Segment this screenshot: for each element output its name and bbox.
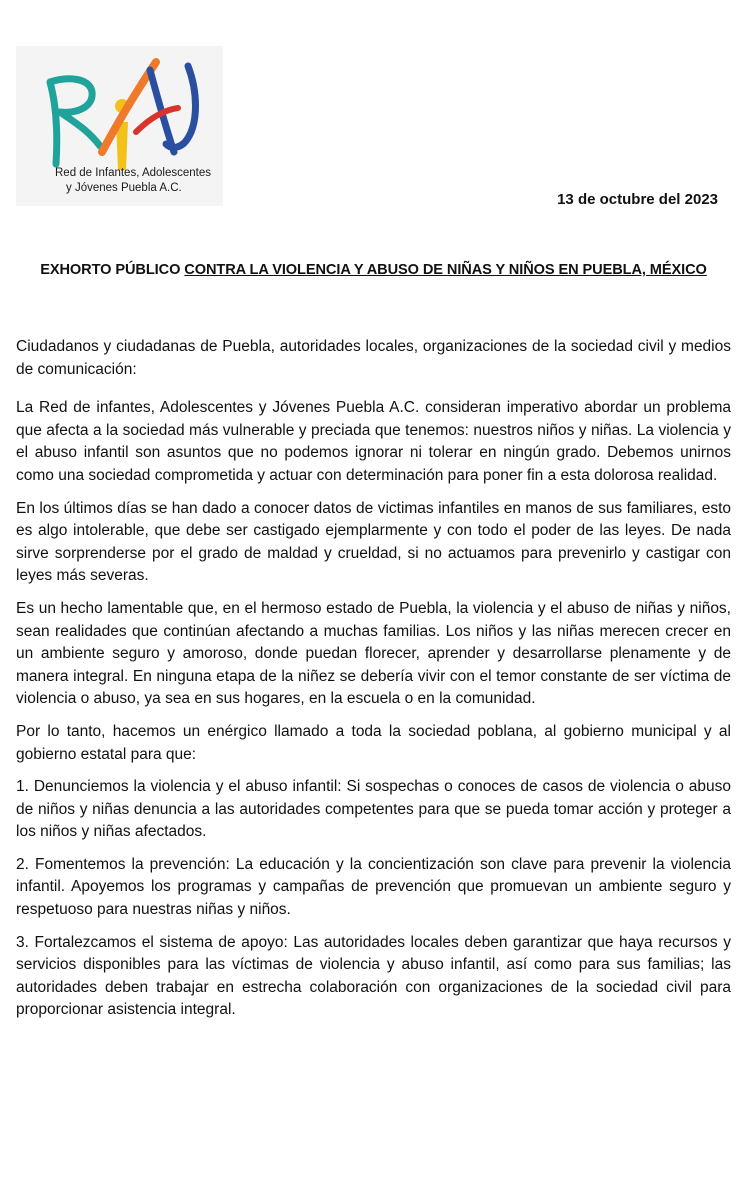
riaj-logo-mark (38, 52, 208, 172)
paragraph-call: Por lo tanto, hacemos un enérgico llamado a toda la sociedad poblana, al gobierno municipal y al gobierno estatal para que: (16, 722, 731, 763)
title-underlined: CONTRA LA VIOLENCIA Y ABUSO DE NIÑAS Y NIÑOS EN PUEBLA, MÉXICO (184, 262, 707, 278)
list-item-2: 2. Fomentemos la prevención: La educación y la concientización son clave para prevenir la violencia infantil. Apoyemos los programas y campañas de prevención que promuevan un ambiente seguro y respetuoso para nuestras niñas y niños. (16, 855, 731, 919)
document-title (0, 262, 747, 278)
document-date: 13 de octubre del 2023 (557, 191, 718, 208)
paragraph-recent-cases: En los últimos días se han dado a conocer datos de victimas infantiles en manos de sus familiares, esto es algo intolerable, que debe ser castigado ejemplarmente y con todo el poder de las leyes. De nada sirve sorprenderse por el grado de maldad y crueldad, si no actuamos para prevenirlo y castigar con leyes más severas. (16, 499, 731, 585)
paragraph-salutation: Ciudadanos y ciudadanas de Puebla, autoridades locales, organizaciones de la sociedad civil y medios de comunicación: (16, 338, 731, 378)
list-item-1: 1. Denunciemos la violencia y el abuso infantil: Si sospechas o conoces de casos de violencia o abuso de niños y niñas denuncia a las autoridades competentes para que se pueda tomar acción y proteger a los niños y niñas afectados. (16, 778, 731, 841)
logo-swoosh (136, 108, 178, 132)
paragraph-context: Es un hecho lamentable que, en el hermoso estado de Puebla, la violencia y el abuso de niñas y niños, sean realidades que continúan afectando a muchas familias. Los niños y las niñas merecen crecer en un ambiente seguro y amoroso, donde puedan florecer, aprender y desarrollarse plenamente y de manera integral. En ninguna etapa de la niñez se debería vivir con el temor constante de ser víctima de violencia o abuso, ya sea en sus hogares, en la escuela o en la comunidad. (16, 599, 731, 708)
organization-logo (16, 46, 223, 206)
logo-letter-r (50, 79, 100, 164)
list-item-3: 3. Fortalezcamos el sistema de apoyo: Las autoridades locales deben garantizar que haya recursos y servicios disponibles para las víctimas de violencia y abuso infantil, así como para sus familias; las autoridades deben trabajar en estrecha colaboración con organizaciones de la sociedad civil para proporcionar asistencia integral. (16, 933, 731, 1019)
logo-text-line2: y Jóvenes Puebla A.C. (66, 182, 182, 194)
logo-text-line1: Red de Infantes, Adolescentes (55, 167, 211, 179)
paragraph-intro: La Red de infantes, Adolescentes y Jóvenes Puebla A.C. consideran imperativo abordar un problema que afecta a la sociedad más vulnerable y preciada que tenemos: nuestros niños y niñas. La violencia y el abuso infantil son asuntos que no podemos ignorar ni tolerar en ningún grado. Debemos unirnos como una sociedad comprometida y actuar con determinación para poner fin a esta dolorosa realidad. (16, 399, 731, 484)
document-body (16, 336, 731, 1032)
title-prefix: EXHORTO PÚBLICO (40, 262, 185, 278)
